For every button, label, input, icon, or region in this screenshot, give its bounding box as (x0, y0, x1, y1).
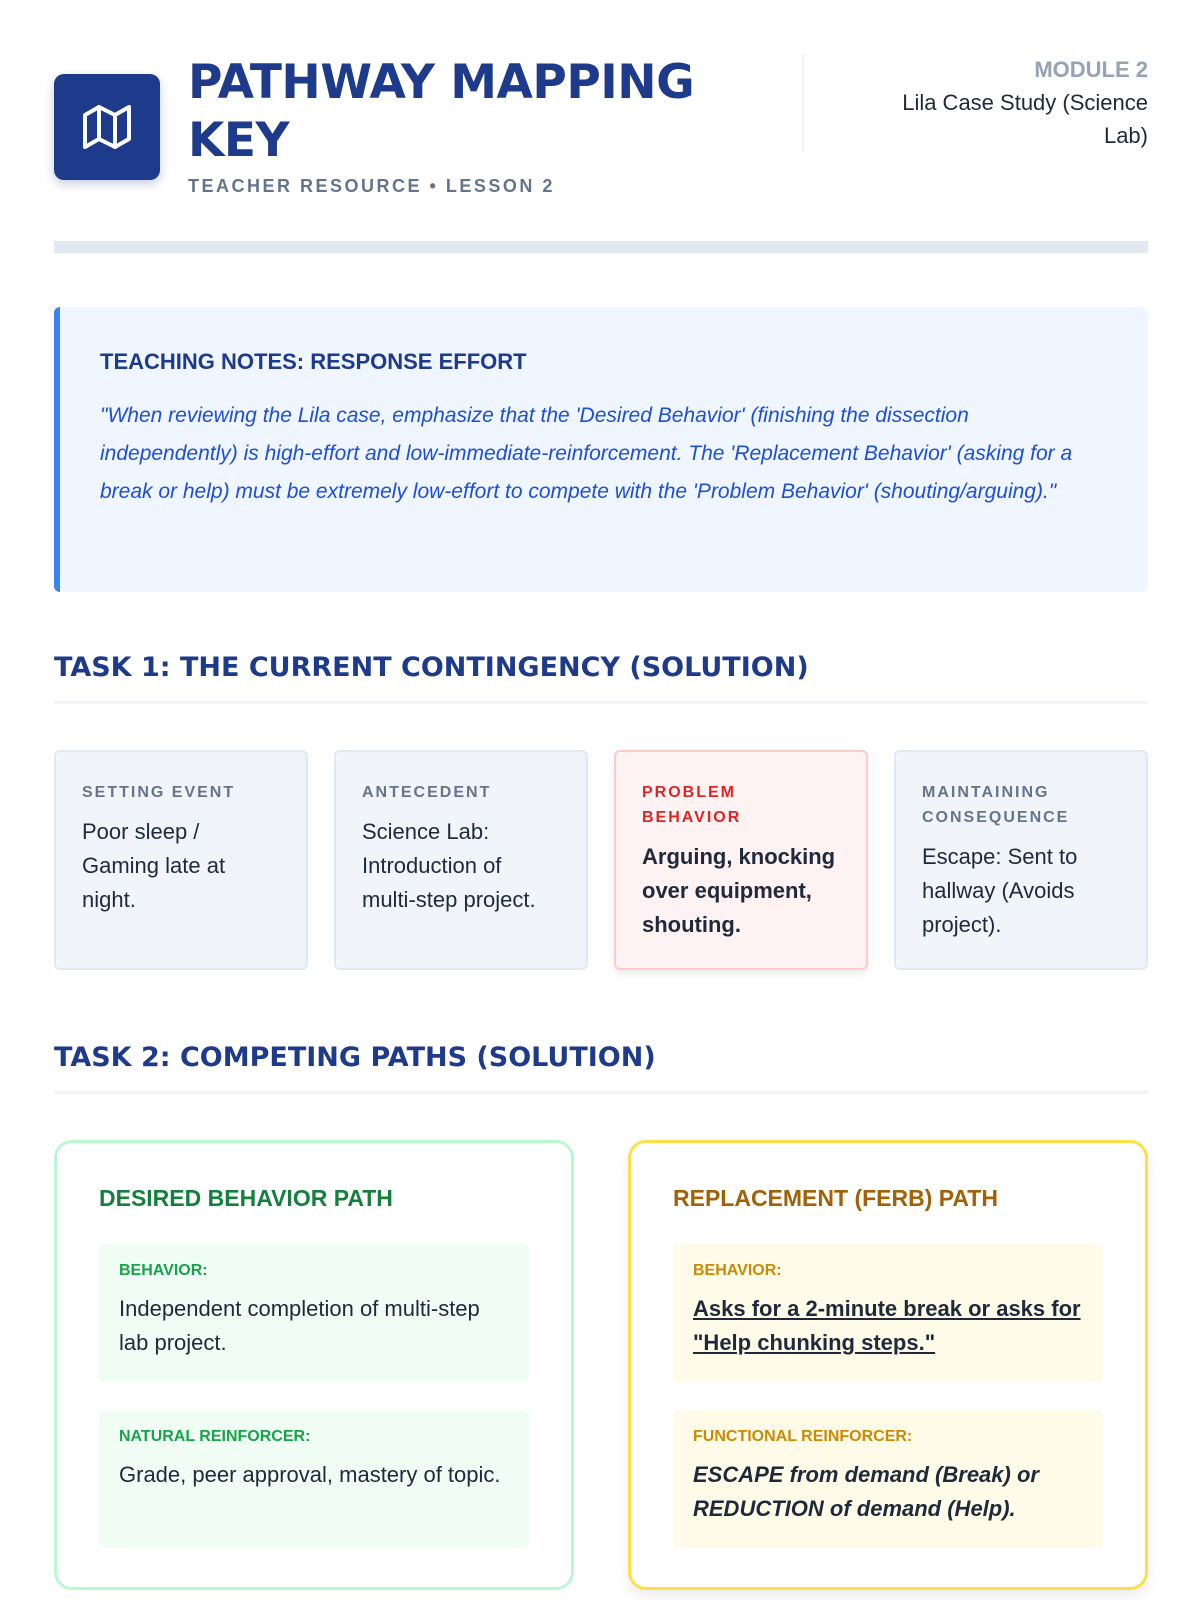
item-label: BEHAVIOR: (119, 1262, 208, 1279)
item-label: BEHAVIOR: (693, 1262, 782, 1279)
teaching-notes-title: TEACHING NOTES: RESPONSE EFFORT (100, 349, 527, 374)
item-text: Grade, peer approval, mastery of topic. (119, 1462, 501, 1487)
card-text: Arguing, knocking over equipment, shouting. (642, 844, 836, 937)
card-label: SETTING EVENT (82, 784, 236, 801)
card-label: PROBLEM BEHAVIOR (642, 784, 742, 826)
card-text: Poor sleep / Gaming late at night. (82, 819, 226, 912)
card-text: Science Lab: Introduction of multi-step project. (362, 819, 536, 912)
page-subtitle: TEACHER RESOURCE • LESSON 2 (188, 176, 555, 196)
module-name: Lila Case Study (Science Lab) (902, 90, 1148, 148)
teaching-notes-body: "When reviewing the Lila case, emphasize that the 'Desired Behavior' (finishing the dissection independently) is high-effort and low-immediate-reinforcement. The 'Replacement Behavior' (asking for a break or help) must be extremely low-effort to compete with the 'Problem Behavior' (shouting/arguing)." (100, 404, 1073, 503)
teaching-notes (54, 307, 1148, 592)
desired-path-title: DESIRED BEHAVIOR PATH (99, 1185, 393, 1211)
card-label: ANTECEDENT (362, 784, 492, 801)
item-label: NATURAL REINFORCER: (119, 1428, 311, 1445)
item-text: ESCAPE from demand (Break) or REDUCTION of demand (Help). (693, 1462, 1039, 1521)
header-divider (802, 54, 804, 152)
replacement-path-box (628, 1140, 1148, 1590)
replacement-behavior-item (673, 1244, 1103, 1382)
module-info (858, 56, 1148, 152)
map-icon (83, 103, 131, 151)
replacement-path-title: REPLACEMENT (FERB) PATH (673, 1185, 998, 1211)
problem-behavior-card (614, 750, 868, 970)
maintaining-consequence-card (894, 750, 1148, 970)
page-header (54, 54, 1148, 204)
task2-title: TASK 2: COMPETING PATHS (SOLUTION) (54, 1042, 1148, 1094)
item-text: Independent completion of multi-step lab project. (119, 1296, 480, 1355)
desired-behavior-item (99, 1244, 529, 1382)
desired-path-box (54, 1140, 574, 1590)
natural-reinforcer-item (99, 1410, 529, 1548)
card-text: Escape: Sent to hallway (Avoids project). (922, 844, 1078, 937)
item-label: FUNCTIONAL REINFORCER: (693, 1428, 913, 1445)
logo (54, 74, 160, 180)
module-label: MODULE 2 (1034, 57, 1148, 82)
antecedent-card (334, 750, 588, 970)
task1-title: TASK 1: THE CURRENT CONTINGENCY (SOLUTION) (54, 652, 1148, 704)
page-title: PATHWAY MAPPING KEY (188, 55, 695, 168)
functional-reinforcer-item (673, 1410, 1103, 1548)
title-block (188, 54, 748, 197)
item-text: Asks for a 2-minute break or asks for "Help chunking steps." (693, 1296, 1081, 1355)
setting-event-card (54, 750, 308, 970)
header-rule (54, 241, 1148, 253)
card-label: MAINTAINING CONSEQUENCE (922, 784, 1070, 826)
contingency-row (54, 750, 1148, 970)
